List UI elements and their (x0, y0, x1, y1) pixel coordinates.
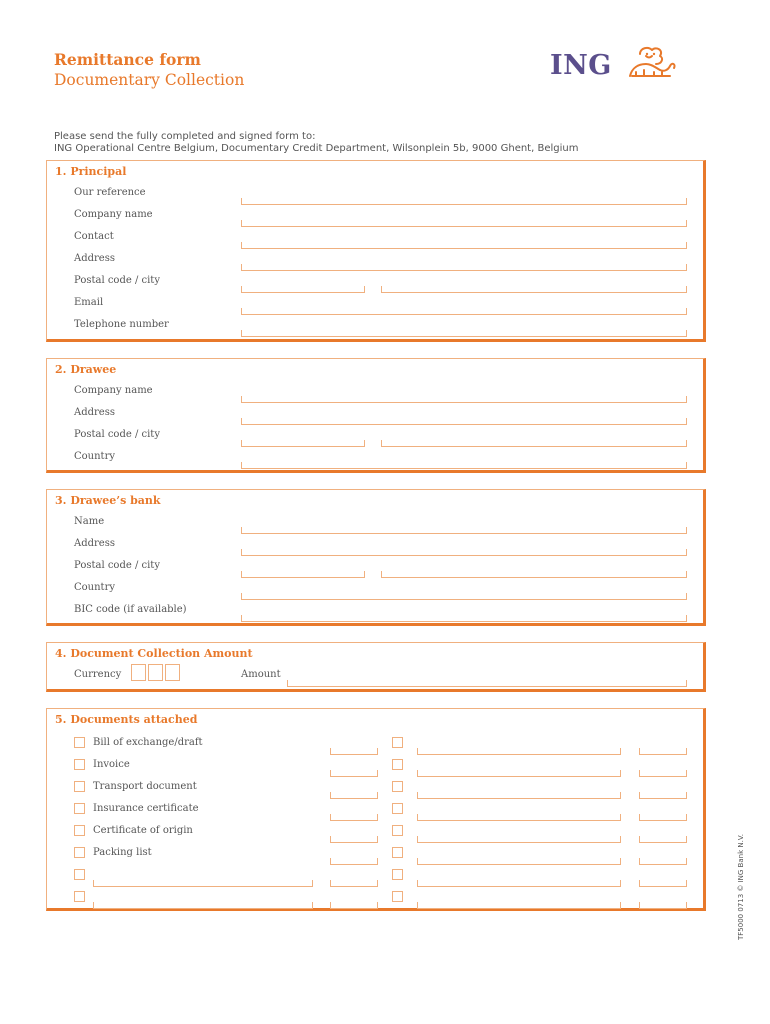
field-label: Postal code / city (74, 429, 160, 440)
section-documents (46, 708, 706, 911)
field-address (47, 405, 703, 425)
bank-postal-input[interactable] (241, 571, 365, 578)
document-label: Insurance certificate (93, 803, 199, 814)
currency-label: Currency (74, 669, 122, 680)
field-postal-city (47, 558, 703, 578)
extra-checkbox[interactable] (392, 825, 403, 836)
city-input[interactable] (381, 286, 687, 293)
document-row (47, 823, 703, 843)
field-label: Postal code / city (74, 275, 160, 286)
document-checkbox[interactable] (74, 781, 85, 792)
field-country (47, 580, 703, 600)
extra-checkbox[interactable] (392, 869, 403, 880)
copies-input[interactable] (639, 814, 687, 821)
section-principal (46, 160, 706, 342)
section-title-principal: 1. Principal (55, 165, 127, 178)
intro-line-1: Please send the fully completed and signed form to: (54, 131, 316, 142)
copies-input[interactable] (639, 836, 687, 843)
field-label: Our reference (74, 187, 146, 198)
extra-checkbox[interactable] (392, 781, 403, 792)
document-note-input[interactable] (417, 836, 621, 843)
field-company-name (47, 383, 703, 403)
extra-checkbox[interactable] (392, 759, 403, 770)
field-label: Address (74, 538, 115, 549)
document-row (47, 779, 703, 799)
other-document-input[interactable] (93, 880, 313, 887)
section-title-drawee: 2. Drawee (55, 363, 117, 376)
originals-input[interactable] (330, 836, 378, 843)
section-title-documents: 5. Documents attached (55, 713, 198, 726)
drawee-country-input[interactable] (241, 462, 687, 469)
document-label: Transport document (93, 781, 197, 792)
field-address (47, 536, 703, 556)
copies-input[interactable] (639, 880, 687, 887)
field-label: Name (74, 516, 105, 527)
currency-char-3[interactable] (165, 664, 180, 681)
extra-checkbox[interactable] (392, 891, 403, 902)
form-reference: TF5000 0713 © ING Bank N.V. (737, 834, 745, 940)
field-bic (47, 602, 703, 622)
field-label: BIC code (if available) (74, 604, 187, 615)
extra-checkbox[interactable] (392, 737, 403, 748)
document-checkbox[interactable] (74, 825, 85, 836)
originals-input[interactable] (330, 902, 378, 909)
postal-code-input[interactable] (241, 286, 365, 293)
amount-input[interactable] (287, 680, 687, 687)
intro-line-2: ING Operational Centre Belgium, Documentary Credit Department, Wilsonplein 5b, 9000 Ghent, Belgium (54, 143, 579, 154)
document-checkbox[interactable] (74, 891, 85, 902)
field-name (47, 514, 703, 534)
copies-input[interactable] (639, 770, 687, 777)
document-checkbox[interactable] (74, 869, 85, 880)
document-note-input[interactable] (417, 902, 621, 909)
document-checkbox[interactable] (74, 737, 85, 748)
field-label: Country (74, 451, 116, 462)
originals-input[interactable] (330, 792, 378, 799)
copies-input[interactable] (639, 858, 687, 865)
form-subtitle: Documentary Collection (54, 71, 245, 89)
originals-input[interactable] (330, 814, 378, 821)
field-company-name (47, 207, 703, 227)
email-input[interactable] (241, 308, 687, 315)
currency-char-2[interactable] (148, 664, 163, 681)
field-postal-city (47, 273, 703, 293)
field-label: Company name (74, 385, 153, 396)
field-label: Address (74, 253, 115, 264)
document-note-input[interactable] (417, 748, 621, 755)
field-label: Address (74, 407, 115, 418)
bank-name-input[interactable] (241, 527, 687, 534)
bank-country-input[interactable] (241, 593, 687, 600)
document-row (47, 757, 703, 777)
document-note-input[interactable] (417, 858, 621, 865)
extra-checkbox[interactable] (392, 847, 403, 858)
document-note-input[interactable] (417, 792, 621, 799)
telephone-input[interactable] (241, 330, 687, 337)
logo-text: ING (550, 50, 612, 81)
field-currency-amount (47, 667, 703, 687)
document-label: Certificate of origin (93, 825, 193, 836)
originals-input[interactable] (330, 748, 378, 755)
field-label: Telephone number (74, 319, 169, 330)
document-label: Packing list (93, 847, 152, 858)
document-label: Invoice (93, 759, 130, 770)
other-document-input[interactable] (93, 902, 313, 909)
document-note-input[interactable] (417, 880, 621, 887)
field-postal-city (47, 427, 703, 447)
section-title-drawee-bank: 3. Drawee’s bank (55, 494, 161, 507)
section-drawee (46, 358, 706, 473)
originals-input[interactable] (330, 858, 378, 865)
field-email (47, 295, 703, 315)
document-row (47, 735, 703, 755)
section-drawee-bank (46, 489, 706, 626)
bic-input[interactable] (241, 615, 687, 622)
document-row (47, 845, 703, 865)
field-label: Contact (74, 231, 114, 242)
copies-input[interactable] (639, 902, 687, 909)
originals-input[interactable] (330, 770, 378, 777)
drawee-address-input[interactable] (241, 418, 687, 425)
copies-input[interactable] (639, 748, 687, 755)
form-title: Remittance form (54, 50, 201, 69)
intro-text (54, 131, 578, 155)
document-label: Bill of exchange/draft (93, 737, 203, 748)
field-label: Email (74, 297, 104, 308)
document-row-other (47, 867, 703, 887)
currency-char-1[interactable] (131, 664, 146, 681)
amount-label: Amount (241, 669, 281, 680)
extra-checkbox[interactable] (392, 803, 403, 814)
lion-icon (626, 44, 678, 80)
field-our-reference (47, 185, 703, 205)
bank-address-input[interactable] (241, 549, 687, 556)
field-country (47, 449, 703, 469)
field-label: Country (74, 582, 116, 593)
contact-input[interactable] (241, 242, 687, 249)
address-input[interactable] (241, 264, 687, 271)
drawee-company-input[interactable] (241, 396, 687, 403)
section-amount (46, 642, 706, 692)
document-row (47, 801, 703, 821)
company-name-input[interactable] (241, 220, 687, 227)
originals-input[interactable] (330, 880, 378, 887)
field-contact (47, 229, 703, 249)
section-title-amount: 4. Document Collection Amount (55, 647, 253, 660)
document-row-other (47, 889, 703, 909)
our-reference-input[interactable] (241, 198, 687, 205)
drawee-city-input[interactable] (381, 440, 687, 447)
drawee-postal-input[interactable] (241, 440, 365, 447)
field-label: Postal code / city (74, 560, 160, 571)
document-note-input[interactable] (417, 770, 621, 777)
field-label: Company name (74, 209, 153, 220)
document-note-input[interactable] (417, 814, 621, 821)
bank-city-input[interactable] (381, 571, 687, 578)
copies-input[interactable] (639, 792, 687, 799)
field-address (47, 251, 703, 271)
document-checkbox[interactable] (74, 759, 85, 770)
document-checkbox[interactable] (74, 847, 85, 858)
document-checkbox[interactable] (74, 803, 85, 814)
field-telephone (47, 317, 703, 337)
